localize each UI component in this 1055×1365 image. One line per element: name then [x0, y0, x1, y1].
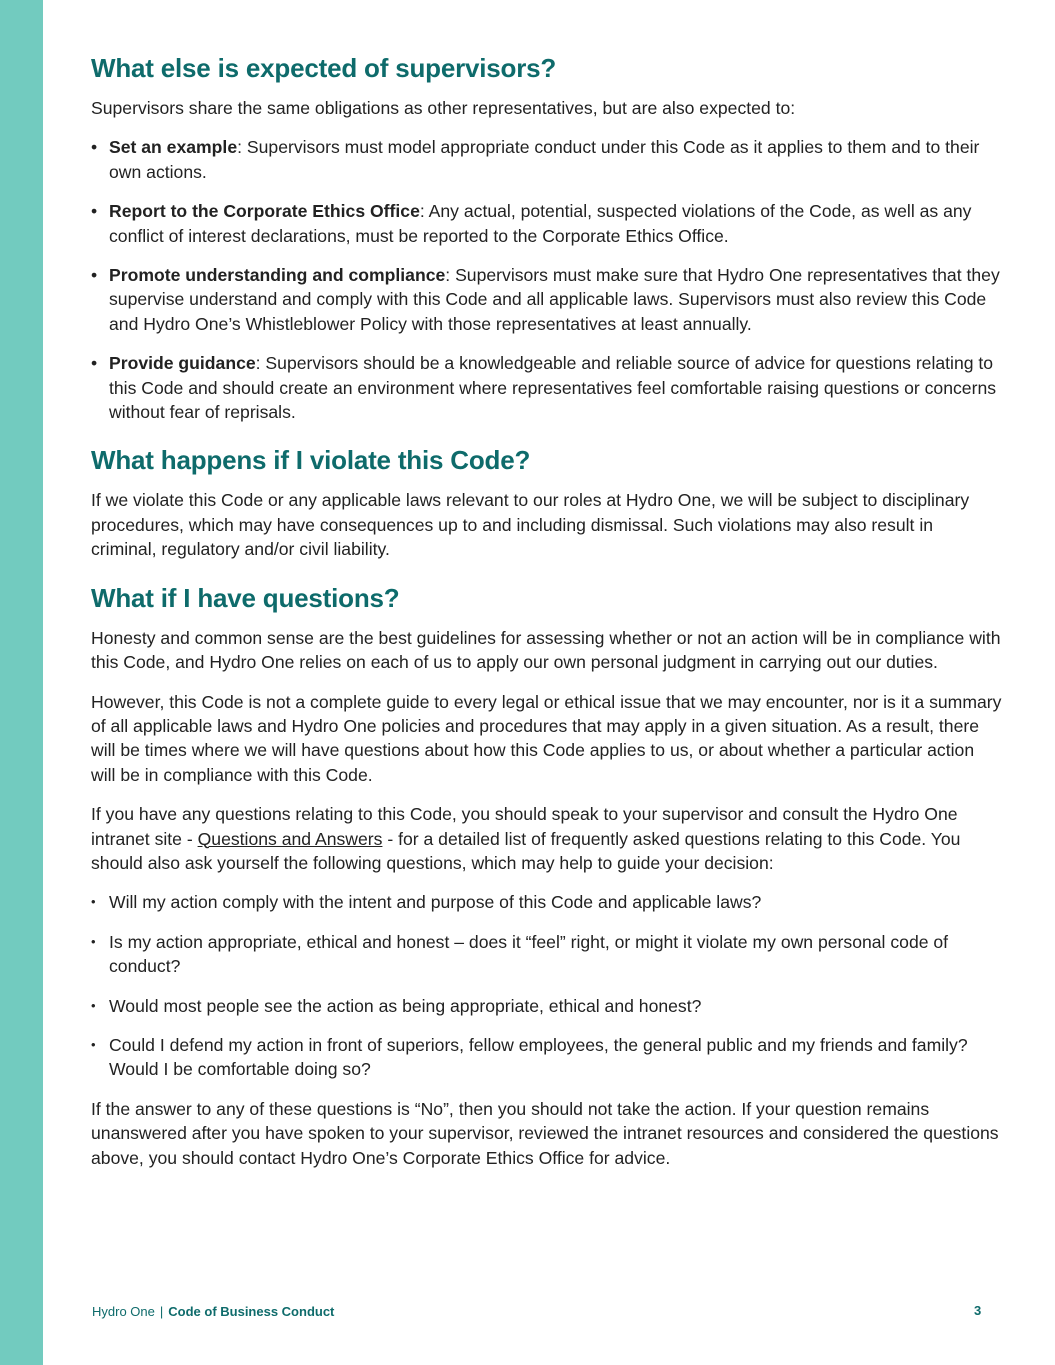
supervisors-intro: Supervisors share the same obligations as other representatives, but are also expected to:: [91, 98, 796, 118]
supervisors-list: [91, 135, 1003, 424]
list-item: [91, 263, 1003, 336]
footer-company: Hydro One: [92, 1304, 155, 1319]
footer: [92, 1304, 334, 1319]
question-text: Would most people see the action as being appropriate, ethical and honest?: [109, 995, 702, 1016]
question-text: Will my action comply with the intent and purpose of this Code and applicable laws?: [109, 892, 762, 913]
bullet: •: [91, 894, 96, 910]
bullet-text: : Supervisors should be a knowledgeable and reliable source of advice for questions relating to this Code and should create an environment where representatives feel comfortable raising questions or concerns without fear of reprisals.: [109, 353, 997, 423]
bullet-term: Set an example: [109, 137, 238, 158]
list-item: [91, 351, 1003, 424]
bullet: •: [91, 137, 98, 158]
list-item: [91, 199, 1003, 248]
supervisors-heading: What else is expected of supervisors?: [91, 53, 557, 83]
footer-document-title: Code of Business Conduct: [168, 1304, 335, 1319]
question-text: Could I defend my action in front of superiors, fellow employees, the general public and my friends and family? Would I be comfortable doing so?: [109, 1034, 968, 1080]
bullet: •: [91, 933, 96, 949]
list-item: [91, 994, 1003, 1018]
page-number: 3: [974, 1303, 982, 1318]
questions-closing: If the answer to any of these questions is “No”, then you should not take the action. If your question remains unanswered after you have spoken to your supervisor, reviewed the intranet resources and considered the questions above, you should contact Hydro One’s Corporate Ethics Office for advice.: [91, 1098, 999, 1168]
violate-body: If we violate this Code or any applicable laws relevant to our roles at Hydro One, we will be subject to disciplinary procedures, which may have consequences up to and including dismissal. Such violations may also result in criminal, regulatory and/or civil liability.: [91, 490, 970, 560]
bullet: •: [91, 201, 98, 222]
list-item: [91, 1033, 1003, 1082]
bullet: •: [91, 265, 98, 286]
bullet-text: : Supervisors must model appropriate conduct under this Code as it applies to them and to their own actions.: [109, 137, 980, 182]
footer-separator: |: [159, 1304, 164, 1319]
questions-paragraph-3: [91, 802, 1003, 875]
side-accent-bar: [0, 0, 43, 1365]
questions-and-answers-link[interactable]: Questions and Answers: [197, 828, 383, 849]
bullet-text: : Supervisors must make sure that Hydro One representatives that they supervise understand and comply with this Code and all applicable laws. Supervisors must also review this Code and Hydro One’s Whistleblower Policy with those representatives at least annually.: [109, 265, 1000, 334]
bullet: •: [91, 997, 96, 1013]
list-item: [91, 930, 1003, 979]
questions-heading: What if I have questions?: [91, 582, 400, 613]
bullet-term: Provide guidance: [109, 353, 256, 374]
questions-paragraph-2: However, this Code is not a complete guide to every legal or ethical issue that we may encounter, nor is it a summary of all applicable laws and Hydro One policies and procedures that may apply in a given situation. As a result, there will be times where we will have questions about how this Code applies to us, or about whether a particular action will be in compliance with this Code.: [91, 691, 1002, 785]
question-text: Is my action appropriate, ethical and honest – does it “feel” right, or might it violate my own personal code of conduct?: [109, 931, 949, 977]
violate-heading: What happens if I violate this Code?: [91, 445, 531, 476]
bullet-term: Promote understanding and compliance: [109, 265, 446, 286]
questions-list: [91, 890, 1003, 1081]
bullet: •: [91, 1036, 96, 1052]
bullet-term: Report to the Corporate Ethics Office: [109, 201, 420, 222]
list-item: [91, 135, 1003, 184]
page-content: [91, 50, 1003, 1185]
questions-paragraph-1: Honesty and common sense are the best guidelines for assessing whether or not an action will be in compliance with this Code, and Hydro One relies on each of us to apply our own personal judgment in carrying out our duties.: [91, 627, 1001, 673]
p3-text-before: If you have any questions relating to this Code, you should speak to your supervisor and consult the Hydro One intranet site -: [91, 804, 958, 849]
bullet: •: [91, 353, 98, 374]
list-item: [91, 890, 1003, 914]
bullet-text: : Any actual, potential, suspected violations of the Code, as well as any conflict of interest declarations, must be reported to the Corporate Ethics Office.: [109, 201, 972, 246]
p3-text-after: - for a detailed list of frequently asked questions relating to this Code. You should also ask yourself the following questions, which may help to guide your decision:: [91, 828, 961, 873]
